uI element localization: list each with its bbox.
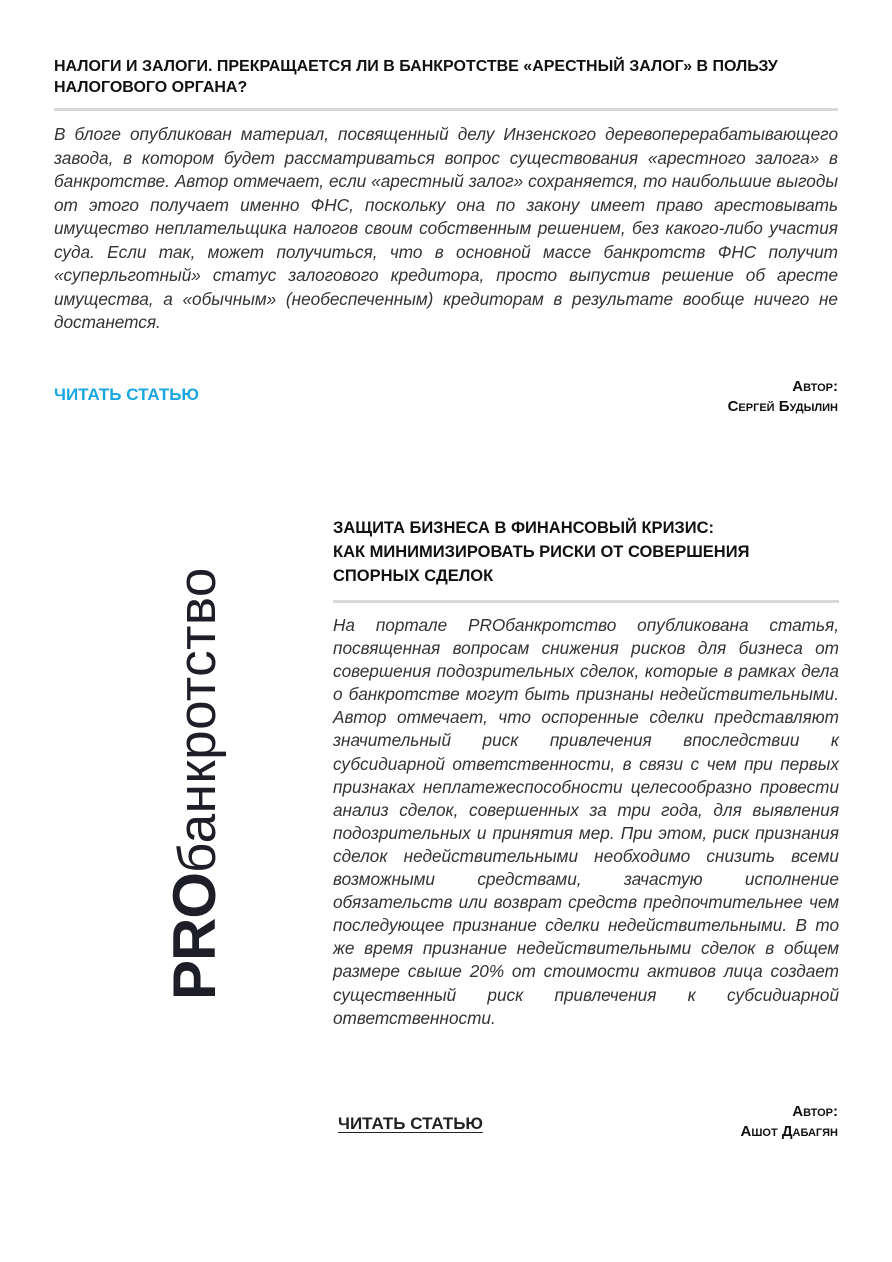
logo-regular-part: банкротство: [168, 567, 227, 873]
author-label: Автор:: [792, 1103, 838, 1120]
probankrotstvo-logo: [163, 567, 227, 1000]
article-2-title-line-1: ЗАЩИТА БИЗНЕСА В ФИНАНСОВЫЙ КРИЗИС:: [333, 519, 715, 537]
article-1-author: [728, 377, 838, 417]
author-name: Ашот Дабагян: [740, 1123, 838, 1140]
article-2-title-line-2: КАК МИНИМИЗИРОВАТЬ РИСКИ ОТ СОВЕРШЕНИЯ: [333, 543, 750, 561]
article-2-summary: На портале PROбанкротство опубликована статья, посвященная вопросам снижения рисков для бизнеса от совершения подозрительных сделок, которые в рамках дела о банкротстве могут быть признаны недействительными. Автор отмечает, что оспоренные сделки представляют значительный риск привлечения впоследствии к субсидиарной ответственности, в связи с чем при первых признаках неплатежеспособности целесообразно провести анализ сделок, совершенных за три года, для выявления подозрительных и принятия мер. При этом, риск признания сделок недействительными необходимо снизить всеми возможными средствами, зачастую исполнение обязательств или возврат средств предпочтительнее чем последующее признание сделки недействительными. В то же время признание недействительными сделок в общем размере свыше 20% от стоимости активов лица создает существенный риск привлечения к субсидиарной ответственности.: [333, 615, 839, 1028]
article-1-summary: В блоге опубликован материал, посвященный делу Инзенского деревоперерабатывающего завода, в котором будет рассматриваться вопрос существования «арестного залога» в банкротстве. Автор отмечает, если «арестный залог» сохраняется, то наибольшие выгоды от этого получает именно ФНС, поскольку она по закону имеет право арестовывать имущество неплательщика налогов своим собственным решением, без какого-либо участия суда. Если так, может получиться, что в основной массе банкротств ФНС получит «суперльготный» статус залогового кредитора, просто выпустив решение об аресте имущества, а «обычным» (необеспеченным) кредиторам в результате вообще ничего не достанется.: [54, 124, 838, 332]
author-name: Сергей Будылин: [727, 398, 838, 415]
article-1-title: НАЛОГИ И ЗАЛОГИ. ПРЕКРАЩАЕТСЯ ЛИ В БАНКРОТСТВЕ «АРЕСТНЫЙ ЗАЛОГ» В ПОЛЬЗУ НАЛОГОВОГО ОРГАНА?: [54, 58, 778, 96]
article-1: [54, 56, 838, 335]
read-article-1-link[interactable]: ЧИТАТЬ СТАТЬЮ: [54, 385, 199, 404]
read-article-2-link[interactable]: ЧИТАТЬ СТАТЬЮ: [338, 1114, 483, 1133]
article-2: [333, 516, 839, 1030]
author-label: Автор:: [792, 378, 838, 395]
article-2-title: [333, 516, 839, 588]
title-divider: [333, 600, 839, 603]
logo-bold-part: PRO: [161, 872, 228, 1000]
article-2-author: [741, 1102, 838, 1142]
article-2-title-line-3: СПОРНЫХ СДЕЛОК: [333, 567, 494, 585]
title-divider: [54, 108, 838, 111]
